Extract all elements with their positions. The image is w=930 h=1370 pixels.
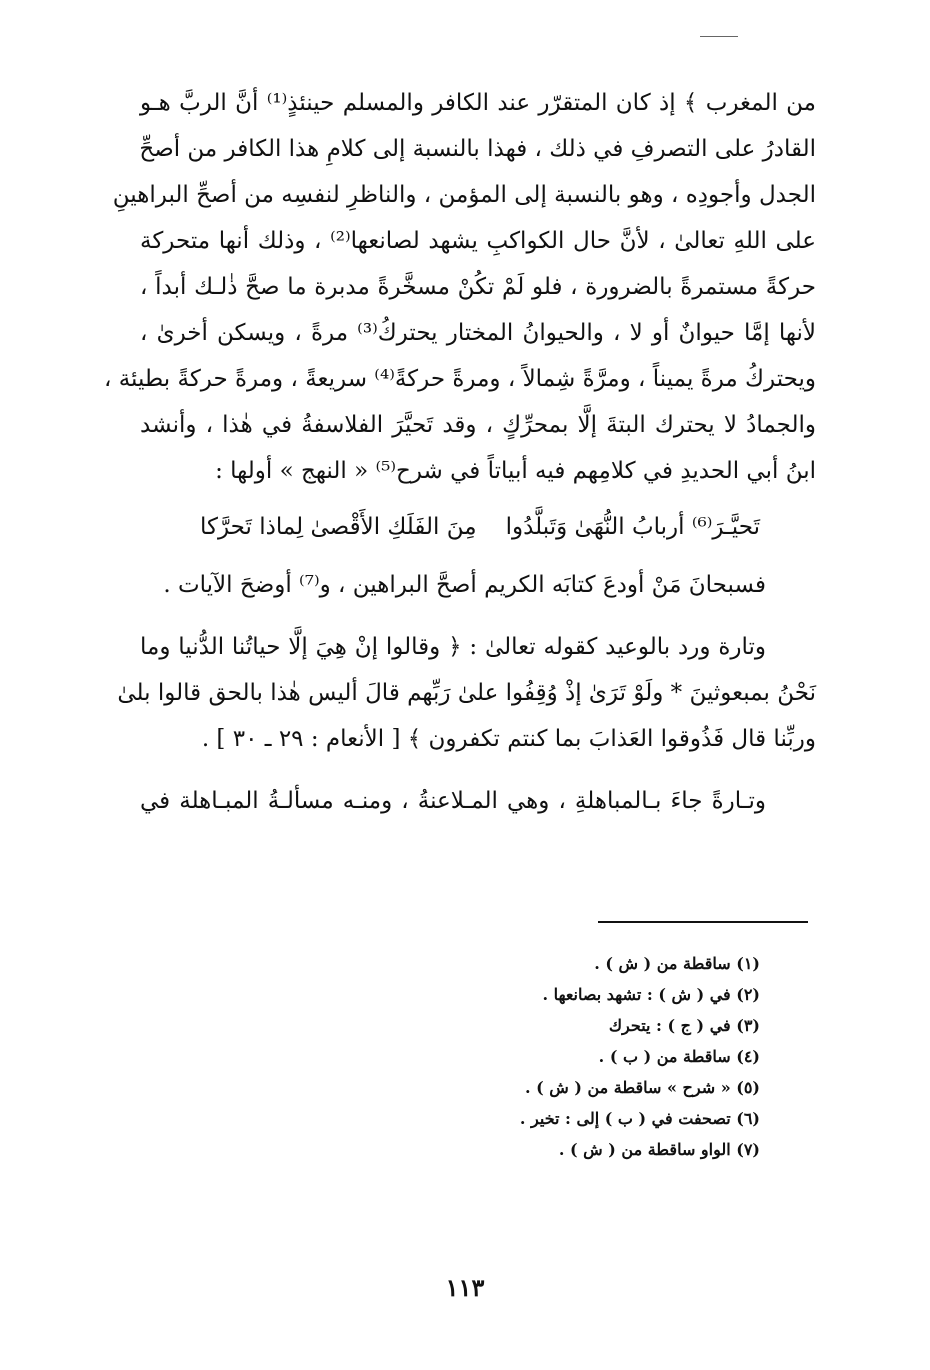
text-line: نَحْنُ بمبعوثينَ * ولَوْ تَرَىٰ إذْ وُقِفُوا علىٰ رَبِّهم قالَ أليس هٰذا بالحق قالوا بلىٰ [117, 680, 816, 706]
text-line: ابنُ أبي الحديدِ في كلامِهم فيه أبياتاً في شرح⁽⁵⁾ « النهج » أولها : [215, 458, 816, 484]
text-line: الجدل وأجودِه ، وهو بالنسبة إلى المؤمن ، والناظرِ لنفسِه من أصحِّ البراهينِ [112, 182, 816, 208]
text-line: القادرُ على التصرفِ في ذلك ، فهذا بالنسبة إلى كلامِ هذا الكافر من أصحِّ [139, 136, 816, 162]
paragraph-3 [117, 624, 816, 762]
footnote: (٧) الواو ساقطة من ( ش ) . [558, 1140, 760, 1159]
text-line: والجمادُ لا يحترك البتةَ إلَّا بمحرِّكٍ ، وقد تَحيَّرَ الفلاسفةُ في هٰذا ، وأنشد [140, 412, 816, 438]
paragraph-1 [103, 80, 816, 494]
text-line: فسبحانَ مَنْ أودعَ كتابَه الكريم أصحَّ البراهين ، و⁽⁷⁾ أوضحَ الآيات . [163, 572, 766, 598]
paragraph-2 [140, 562, 816, 608]
footnote: (٢) في ( ش ) : تشهد بصانعها . [542, 985, 760, 1004]
footnote: (٦) تصحفت في ( ب ) إلى : تخير . [519, 1109, 760, 1128]
header-rule [700, 36, 738, 37]
main-text [103, 80, 816, 824]
footnote: (٣) في ( ج ) : يتحرك [608, 1016, 760, 1035]
footnote: (١) ساقطة من ( ش ) . [594, 954, 760, 973]
footnotes [380, 948, 760, 1165]
text-line: وتـارةً جاءَ بـالمباهلةِ ، وهي المـلاعنةُ ، ومنـه مسألـةُ المبـاهلة في [140, 788, 766, 814]
text-line: حركةً مستمرةً بالضرورة ، فلو لَمْ تكُنْ مسخَّرةً مدبرة ما صحَّ ذٰلـك أبداً ، [140, 274, 816, 300]
text-line: وتارة ورد بالوعيد كقوله تعالىٰ : ﴿ وقالوا إنْ هِيَ إلَّا حياتُنا الدُّنيا وما [140, 634, 766, 660]
poem-verse [200, 504, 760, 550]
footnote: (٤) ساقطة من ( ب ) . [598, 1047, 760, 1066]
footnote-separator [598, 921, 808, 923]
verse-second-hemistich: مِنَ الفَلَكِ الأَقْصىٰ لِماذا تَحرَّكا [200, 514, 477, 540]
text-line: ويحتركُ مرةً يميناً ، ومرَّةً شِمالاً ، ومرةً حركةً⁽⁴⁾ سريعةً ، ومرةً حركةً بطيئة ، [103, 366, 816, 392]
paragraph-4 [140, 778, 816, 824]
verse-first-hemistich: تَحيَّـرَ⁽⁶⁾ أربابُ النُّهَىٰ وَتَبلَّدُوا [505, 514, 760, 540]
text-line: على اللهِ تعالىٰ ، لأنَّ حال الكواكبِ يشهد لصانعها⁽²⁾ ، وذلك أنها متحركة [140, 228, 816, 254]
text-line: من المغرب ﴾ إذ كان المتقرّر عند الكافر والمسلم حينئذٍ⁽¹⁾ أنَّ الربَّ هـو [140, 90, 816, 116]
footnote: (٥) « شرح » ساقطة من ( ش ) . [524, 1078, 760, 1097]
text-line: وربِّنا قال فَذُوقوا العَذابَ بما كنتم تكفرون ﴾ [ الأنعام : ٢٩ ـ ٣٠ ] . [201, 726, 816, 752]
text-line: لأنها إمَّا حيوانٌ أو لا ، والحيوانُ المختار يحتركُ⁽³⁾ مرةً ، ويسكن أخرىٰ ، [140, 320, 816, 346]
page-number: ١١٣ [445, 1273, 485, 1302]
